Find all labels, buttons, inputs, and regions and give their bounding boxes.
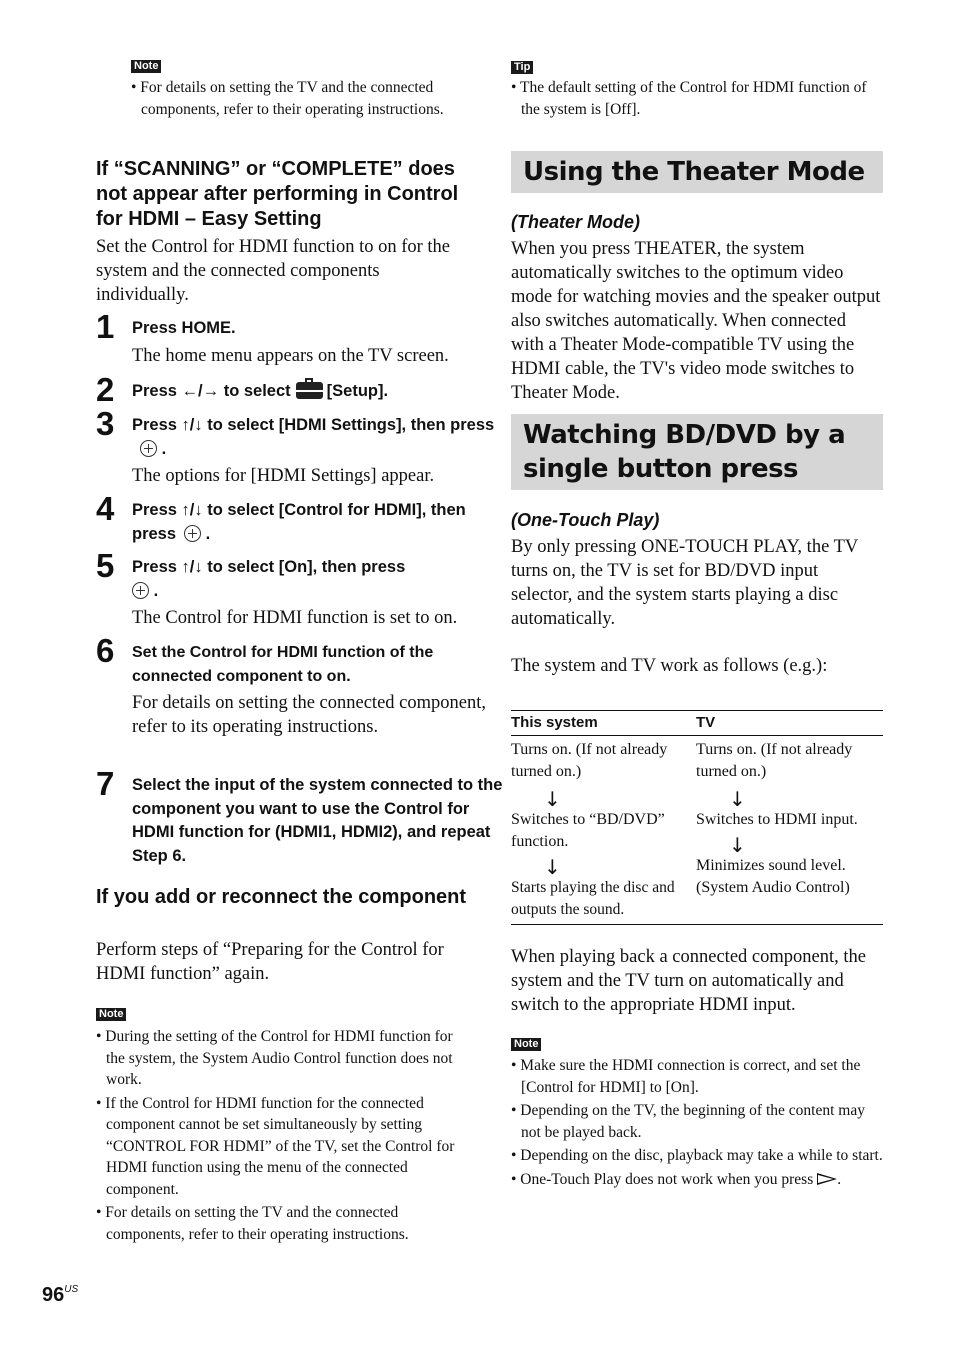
enter-button-icon bbox=[184, 525, 201, 542]
note-block-top bbox=[131, 56, 468, 120]
step-number: 6 bbox=[96, 632, 115, 669]
step-1 bbox=[96, 308, 504, 368]
one-touch-lead: The system and TV work as follows (e.g.): bbox=[511, 656, 828, 676]
step-number: 2 bbox=[96, 371, 115, 408]
section-intro: Set the Control for HDMI function to on for the system and the connected components individually. bbox=[96, 237, 451, 305]
table-header-tv: TV bbox=[696, 711, 883, 736]
step-number: 3 bbox=[96, 405, 115, 442]
section-banner-one-touch: Watching BD/DVD by a single button press bbox=[511, 414, 883, 490]
step-title: Press ↑/↓ to select [Control for HDMI], then press . bbox=[132, 501, 466, 543]
section-subtitle-one-touch: (One-Touch Play) bbox=[511, 510, 660, 530]
step-7 bbox=[96, 765, 504, 868]
step-body: The Control for HDMI function is set to on. bbox=[132, 608, 458, 628]
section-banner-theater: Using the Theater Mode bbox=[511, 151, 883, 193]
down-arrow-icon: ↓ bbox=[544, 855, 561, 879]
note-bullet: • Make sure the HDMI connection is correct, and set the [Control for HDMI] to [On]. bbox=[511, 1057, 861, 1096]
table-cell: Starts playing the disc and outputs the sound. bbox=[511, 879, 675, 918]
table-cell: Turns on. (If not already turned on.) bbox=[696, 741, 853, 780]
note-label: Note bbox=[96, 1008, 126, 1021]
step-4 bbox=[96, 490, 504, 546]
section-heading-scanning: If “SCANNING” or “COMPLETE” does not appear after performing in Control for HDMI – Easy Setting bbox=[96, 158, 459, 230]
after-table-body: When playing back a connected component, the system and the TV turn on automatically and switch to the appropriate HDMI input. bbox=[511, 947, 866, 1015]
step-number: 4 bbox=[96, 490, 115, 527]
step-3 bbox=[96, 405, 504, 488]
step-title: Press ←/→ to select [Setup]. bbox=[132, 382, 389, 400]
note-bullet: • For details on setting the TV and the connected components, refer to their operating instructions. bbox=[96, 1204, 409, 1243]
tip-label: Tip bbox=[511, 61, 533, 74]
enter-button-icon bbox=[132, 582, 149, 599]
behavior-table bbox=[511, 710, 883, 925]
step-number: 5 bbox=[96, 547, 115, 584]
play-icon bbox=[817, 1173, 837, 1185]
one-touch-body: By only pressing ONE-TOUCH PLAY, the TV turns on, the TV is set for BD/DVD input selector, and the system starts playing a disc automatically. bbox=[511, 537, 858, 629]
step-body: The options for [HDMI Settings] appear. bbox=[132, 466, 435, 486]
page-number: $96^{US}$ bbox=[42, 1284, 79, 1306]
note-bullet: • Depending on the disc, playback may take a while to start. bbox=[511, 1147, 883, 1164]
table-header-system: This system bbox=[511, 711, 696, 736]
step-title: Press HOME. bbox=[132, 319, 236, 337]
step-title: Press ↑/↓ to select [On], then press . bbox=[132, 558, 406, 600]
note-bullet: • If the Control for HDMI function for the connected component cannot be set simultaneously by setting “CONTROL FOR HDMI” of the TV, set the Control for HDMI function using the menu of the connected component. bbox=[96, 1094, 455, 1198]
table-cell: Minimizes sound level. (System Audio Control) bbox=[696, 857, 850, 896]
down-arrow-icon: ↓ bbox=[729, 787, 746, 811]
step-body: The home menu appears on the TV screen. bbox=[132, 345, 449, 366]
section-heading-reconnect: If you add or reconnect the component bbox=[96, 886, 467, 908]
note-block-bottom bbox=[96, 1004, 468, 1245]
note-label: Note bbox=[131, 60, 161, 73]
note-bullet: • For details on setting the TV and the connected components, refer to their operating instructions. bbox=[131, 79, 444, 118]
reconnect-body: Perform steps of “Preparing for the Control for HDMI function” again. bbox=[96, 940, 444, 984]
step-2 bbox=[96, 371, 504, 408]
table-cell: Switches to “BD/DVD” function. bbox=[511, 811, 665, 850]
down-arrow-icon: ↓ bbox=[729, 833, 746, 857]
table-cell: Turns on. (If not already turned on.) bbox=[511, 741, 668, 780]
step-number: 1 bbox=[96, 308, 115, 345]
note-block-right bbox=[511, 1034, 883, 1190]
step-number: 7 bbox=[96, 765, 115, 802]
step-6 bbox=[96, 632, 504, 739]
step-body: For details on setting the connected component, refer to its operating instructions. bbox=[132, 693, 486, 737]
down-arrow-icon: ↓ bbox=[544, 787, 561, 811]
step-title: Press ↑/↓ to select [HDMI Settings], then press . bbox=[132, 416, 495, 458]
setup-toolbox-icon bbox=[296, 382, 323, 399]
theater-body: When you press THEATER, the system automatically switches to the optimum video mode for watching movies and the speaker output also switches automatically. When connected with a Theater Mode-compatible TV using the HDMI cable, the TV's video mode switches to Theater Mode. bbox=[511, 239, 881, 403]
step-title: Set the Control for HDMI function of the connected component to on. bbox=[132, 644, 434, 685]
note-bullet: • During the setting of the Control for HDMI function for the system, the System Audio Control function does not work. bbox=[96, 1028, 453, 1088]
system-column bbox=[511, 736, 696, 925]
step-title: Select the input of the system connected to the component you want to use the Control for HDMI function for (HDMI1, HDMI2), and repeat Step 6. bbox=[132, 776, 503, 865]
tip-bullet: • The default setting of the Control for HDMI function of the system is [Off]. bbox=[511, 79, 867, 118]
table-cell: Switches to HDMI input. bbox=[696, 811, 858, 828]
tip-block bbox=[511, 57, 883, 120]
step-5 bbox=[96, 547, 504, 630]
tv-column bbox=[696, 736, 883, 925]
note-bullet: • Depending on the TV, the beginning of the content may not be played back. bbox=[511, 1102, 865, 1141]
note-label: Note bbox=[511, 1038, 541, 1051]
section-subtitle-theater: (Theater Mode) bbox=[511, 212, 641, 232]
note-bullet: • One-Touch Play does not work when you press . bbox=[511, 1170, 842, 1188]
enter-button-icon bbox=[140, 440, 157, 457]
